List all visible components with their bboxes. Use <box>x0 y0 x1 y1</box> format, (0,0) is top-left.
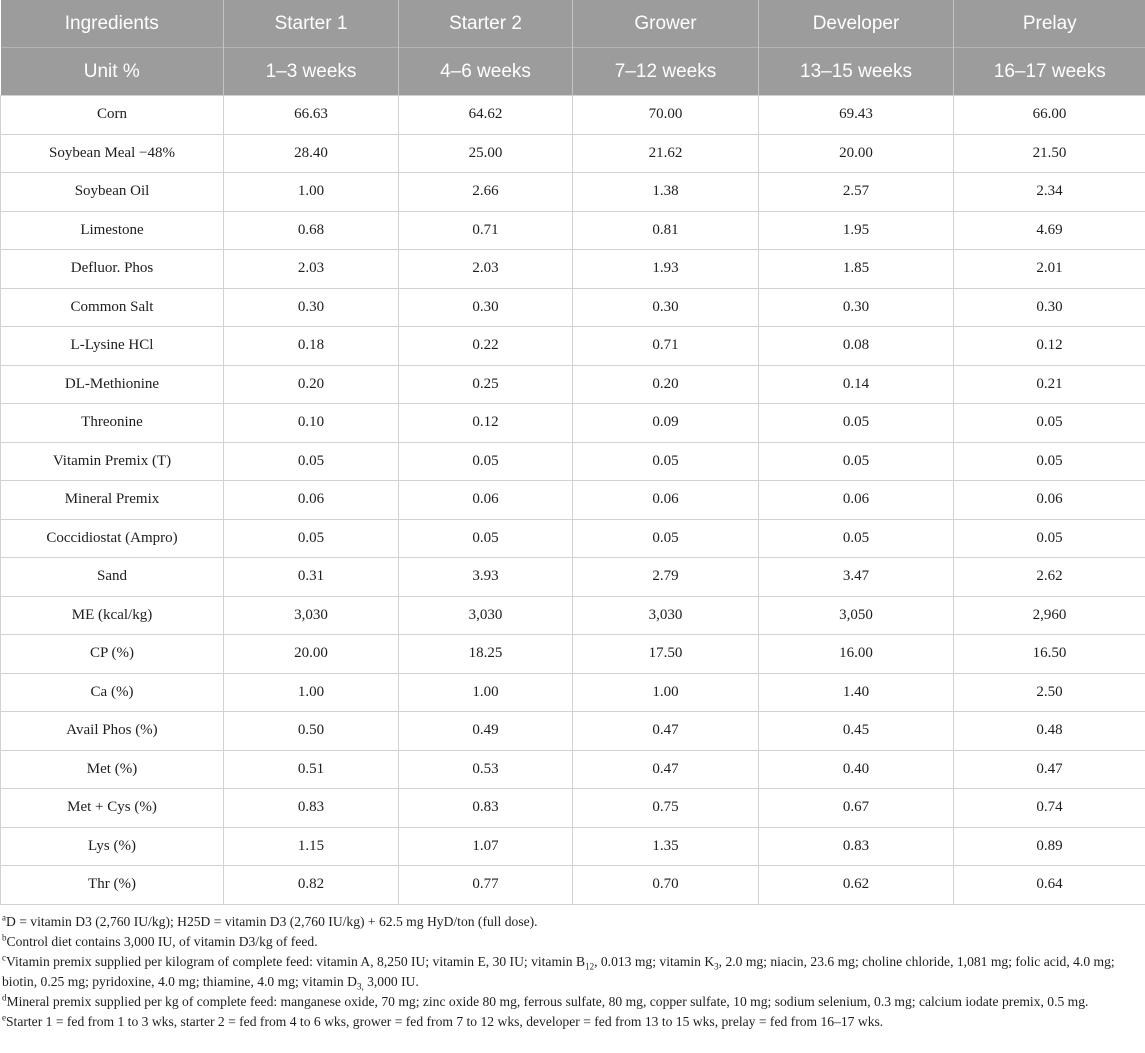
table-row <box>1 827 1145 866</box>
ingredient-name-cell: Met + Cys (%) <box>1 789 224 828</box>
value-cell: 0.25 <box>399 365 573 404</box>
value-cell: 1.15 <box>224 827 399 866</box>
value-cell: 66.00 <box>954 96 1145 135</box>
table-row <box>1 327 1145 366</box>
value-cell: 1.38 <box>573 173 759 212</box>
value-cell: 0.70 <box>573 866 759 905</box>
value-cell: 16.50 <box>954 635 1145 674</box>
column-subheader-age: 7–12 weeks <box>573 48 759 96</box>
value-cell: 0.05 <box>399 442 573 481</box>
value-cell: 0.06 <box>954 481 1145 520</box>
value-cell: 20.00 <box>759 134 954 173</box>
value-cell: 0.47 <box>954 750 1145 789</box>
value-cell: 0.30 <box>759 288 954 327</box>
column-header-diet: Developer <box>759 0 954 48</box>
value-cell: 0.30 <box>224 288 399 327</box>
value-cell: 1.40 <box>759 673 954 712</box>
value-cell: 0.83 <box>759 827 954 866</box>
table-header-row <box>1 0 1145 48</box>
value-cell: 1.00 <box>224 673 399 712</box>
value-cell: 1.85 <box>759 250 954 289</box>
value-cell: 0.05 <box>224 519 399 558</box>
value-cell: 0.82 <box>224 866 399 905</box>
ingredient-name-cell: Coccidiostat (Ampro) <box>1 519 224 558</box>
value-cell: 0.09 <box>573 404 759 443</box>
table-row <box>1 288 1145 327</box>
value-cell: 0.64 <box>954 866 1145 905</box>
value-cell: 69.43 <box>759 96 954 135</box>
value-cell: 3,030 <box>573 596 759 635</box>
table-subheader-row <box>1 48 1145 96</box>
value-cell: 0.05 <box>954 519 1145 558</box>
value-cell: 66.63 <box>224 96 399 135</box>
value-cell: 0.71 <box>573 327 759 366</box>
value-cell: 0.31 <box>224 558 399 597</box>
ingredient-name-cell: Met (%) <box>1 750 224 789</box>
ingredient-name-cell: Sand <box>1 558 224 597</box>
value-cell: 0.12 <box>954 327 1145 366</box>
value-cell: 0.05 <box>224 442 399 481</box>
table-row <box>1 673 1145 712</box>
value-cell: 2.66 <box>399 173 573 212</box>
ingredient-name-cell: Threonine <box>1 404 224 443</box>
value-cell: 0.47 <box>573 712 759 751</box>
ingredient-name-cell: Vitamin Premix (T) <box>1 442 224 481</box>
value-cell: 0.05 <box>759 442 954 481</box>
value-cell: 0.05 <box>954 404 1145 443</box>
footnote-c: $^c$Vitamin premix supplied per kilogram of complete feed: vitamin A, 8,250 IU; vitamin E, 30 IU; vitamin $B_{12}$, 0.013 mg; vitamin $K_3$, 2.0 mg; niacin, 23.6 mg; choline chloride, 1,081 mg; folic acid, 4.0 mg; biotin, 0.25 mg; pyridoxine, 4.0 mg; thiamine, 4.0 mg; vitamin $D_{3,}$ 3,000 IU. <box>2 952 1115 992</box>
value-cell: 0.67 <box>759 789 954 828</box>
value-cell: 0.30 <box>399 288 573 327</box>
value-cell: 25.00 <box>399 134 573 173</box>
value-cell: 0.05 <box>573 519 759 558</box>
value-cell: 2.62 <box>954 558 1145 597</box>
column-subheader-age: 16–17 weeks <box>954 48 1145 96</box>
ingredient-name-cell: Ca (%) <box>1 673 224 712</box>
value-cell: 3,030 <box>224 596 399 635</box>
value-cell: 0.68 <box>224 211 399 250</box>
column-header-diet: Grower <box>573 0 759 48</box>
value-cell: 0.30 <box>573 288 759 327</box>
value-cell: 16.00 <box>759 635 954 674</box>
value-cell: 0.05 <box>399 519 573 558</box>
ingredient-name-cell: CP (%) <box>1 635 224 674</box>
ingredient-name-cell: Mineral Premix <box>1 481 224 520</box>
value-cell: 0.10 <box>224 404 399 443</box>
value-cell: 1.93 <box>573 250 759 289</box>
value-cell: 1.00 <box>573 673 759 712</box>
value-cell: 0.49 <box>399 712 573 751</box>
value-cell: 0.08 <box>759 327 954 366</box>
value-cell: 0.75 <box>573 789 759 828</box>
table-row <box>1 635 1145 674</box>
ingredient-name-cell: Thr (%) <box>1 866 224 905</box>
value-cell: 1.35 <box>573 827 759 866</box>
value-cell: 0.21 <box>954 365 1145 404</box>
table-row <box>1 789 1145 828</box>
value-cell: 0.89 <box>954 827 1145 866</box>
ingredient-name-cell: Common Salt <box>1 288 224 327</box>
table-body <box>1 96 1145 905</box>
table-row <box>1 250 1145 289</box>
value-cell: 2.79 <box>573 558 759 597</box>
value-cell: 70.00 <box>573 96 759 135</box>
value-cell: 2.57 <box>759 173 954 212</box>
value-cell: 0.05 <box>759 519 954 558</box>
value-cell: 0.14 <box>759 365 954 404</box>
value-cell: 0.06 <box>399 481 573 520</box>
ingredient-name-cell: ME (kcal/kg) <box>1 596 224 635</box>
table-row <box>1 404 1145 443</box>
table-row <box>1 558 1145 597</box>
value-cell: 0.83 <box>224 789 399 828</box>
value-cell: 64.62 <box>399 96 573 135</box>
table-row <box>1 519 1145 558</box>
value-cell: 0.51 <box>224 750 399 789</box>
value-cell: 3.47 <box>759 558 954 597</box>
footnote-d: $^d$Mineral premix supplied per kg of complete feed: manganese oxide, 70 mg; zinc oxide 80 mg, ferrous sulfate, 80 mg, copper sulfate, 10 mg; sodium selenium, 0.3 mg; calcium iodate premix, 0.5 mg. <box>2 992 1089 1009</box>
value-cell: 0.81 <box>573 211 759 250</box>
column-subheader-unit: Unit % <box>1 48 224 96</box>
ingredient-name-cell: Limestone <box>1 211 224 250</box>
footnote-e: $^e$Starter 1 = fed from 1 to 3 wks, starter 2 = fed from 4 to 6 wks, grower = fed from 7 to 12 wks, developer = fed from 13 to 15 wks, prelay = fed from 16–17 wks. <box>2 1012 884 1029</box>
value-cell: 0.06 <box>759 481 954 520</box>
value-cell: 0.05 <box>573 442 759 481</box>
value-cell: 0.06 <box>224 481 399 520</box>
value-cell: 3,050 <box>759 596 954 635</box>
value-cell: 0.06 <box>573 481 759 520</box>
value-cell: 0.45 <box>759 712 954 751</box>
ingredient-name-cell: Soybean Meal −48% <box>1 134 224 173</box>
value-cell: 0.30 <box>954 288 1145 327</box>
column-header-diet: Starter 1 <box>224 0 399 48</box>
value-cell: 21.50 <box>954 134 1145 173</box>
ingredient-name-cell: Avail Phos (%) <box>1 712 224 751</box>
column-header-diet: Starter 2 <box>399 0 573 48</box>
table-row <box>1 750 1145 789</box>
table-row <box>1 211 1145 250</box>
value-cell: 0.40 <box>759 750 954 789</box>
column-subheader-age: 13–15 weeks <box>759 48 954 96</box>
column-header-diet: Prelay <box>954 0 1145 48</box>
value-cell: 3,030 <box>399 596 573 635</box>
value-cell: 28.40 <box>224 134 399 173</box>
table-row <box>1 96 1145 135</box>
table-row <box>1 173 1145 212</box>
ingredient-name-cell: L-Lysine HCl <box>1 327 224 366</box>
value-cell: 0.20 <box>224 365 399 404</box>
value-cell: 0.53 <box>399 750 573 789</box>
value-cell: 17.50 <box>573 635 759 674</box>
table-row <box>1 481 1145 520</box>
ingredient-name-cell: DL-Methionine <box>1 365 224 404</box>
value-cell: 4.69 <box>954 211 1145 250</box>
value-cell: 0.77 <box>399 866 573 905</box>
column-header-ingredients: Ingredients <box>1 0 224 48</box>
value-cell: 1.95 <box>759 211 954 250</box>
ingredient-name-cell: Defluor. Phos <box>1 250 224 289</box>
footnote-a: $^a$D = vitamin D3 (2,760 IU/kg); H25D = vitamin D3 (2,760 IU/kg) + 62.5 mg HyD/ton (full dose). <box>2 912 538 929</box>
value-cell: 3.93 <box>399 558 573 597</box>
table-row <box>1 866 1145 905</box>
value-cell: 0.05 <box>759 404 954 443</box>
ingredient-name-cell: Lys (%) <box>1 827 224 866</box>
value-cell: 0.12 <box>399 404 573 443</box>
value-cell: 0.71 <box>399 211 573 250</box>
table-row <box>1 712 1145 751</box>
column-subheader-age: 1–3 weeks <box>224 48 399 96</box>
value-cell: 21.62 <box>573 134 759 173</box>
column-subheader-age: 4–6 weeks <box>399 48 573 96</box>
value-cell: 1.00 <box>399 673 573 712</box>
value-cell: 0.74 <box>954 789 1145 828</box>
table-row <box>1 365 1145 404</box>
value-cell: 2.01 <box>954 250 1145 289</box>
table-row <box>1 442 1145 481</box>
value-cell: 0.18 <box>224 327 399 366</box>
value-cell: 2.03 <box>399 250 573 289</box>
value-cell: 1.07 <box>399 827 573 866</box>
value-cell: 18.25 <box>399 635 573 674</box>
table-row <box>1 596 1145 635</box>
value-cell: 0.22 <box>399 327 573 366</box>
table-row <box>1 134 1145 173</box>
footnote-b: $^b$Control diet contains 3,000 IU, of vitamin D3/kg of feed. <box>2 932 318 949</box>
value-cell: 2.50 <box>954 673 1145 712</box>
value-cell: 1.00 <box>224 173 399 212</box>
value-cell: 0.48 <box>954 712 1145 751</box>
value-cell: 0.83 <box>399 789 573 828</box>
value-cell: 0.05 <box>954 442 1145 481</box>
value-cell: 0.20 <box>573 365 759 404</box>
value-cell: 20.00 <box>224 635 399 674</box>
value-cell: 2.34 <box>954 173 1145 212</box>
value-cell: 0.62 <box>759 866 954 905</box>
ingredient-name-cell: Soybean Oil <box>1 173 224 212</box>
value-cell: 0.50 <box>224 712 399 751</box>
ingredient-name-cell: Corn <box>1 96 224 135</box>
value-cell: 0.47 <box>573 750 759 789</box>
table-footnotes <box>2 912 1140 1032</box>
value-cell: 2.03 <box>224 250 399 289</box>
value-cell: 2,960 <box>954 596 1145 635</box>
